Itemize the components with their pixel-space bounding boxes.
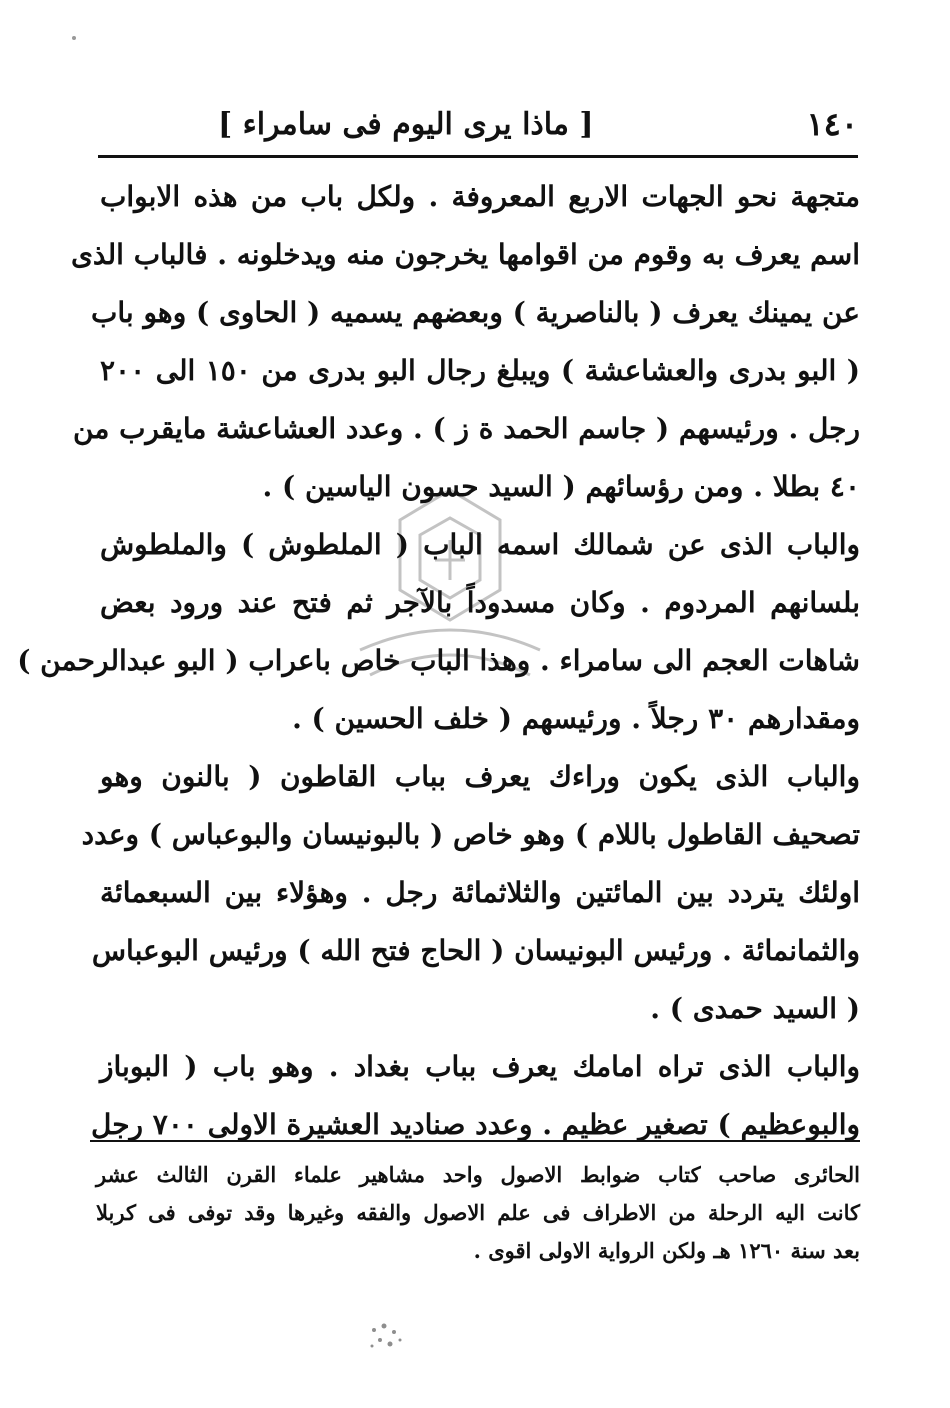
- body-line: ومقدارهم ٣٠ رجلاً . ورئيسهم ( خلف الحسين ) .: [292, 702, 860, 735]
- body-line: عن يمينك يعرف ( بالناصرية ) وبعضهم يسميه ( الحاوى ) وهو باب: [91, 296, 860, 329]
- footnote-line: بعد سنة ١٢٦٠ هـ ولكن الرواية الاولى اقوى .: [473, 1238, 860, 1263]
- footnote-line: الحائرى صاحب كتاب ضوابط الاصول واحد مشاهير علماء القرن الثالث عشر: [96, 1162, 860, 1187]
- body-line: اسم يعرف به وقوم من اقوامها يخرجون منه ويدخلونه . فالباب الذى: [71, 238, 860, 271]
- running-title: [ ماذا يرى اليوم فى سامراء ]: [218, 106, 594, 142]
- header-rule: [98, 155, 858, 158]
- body-line: رجل . ورئيسهم ( جاسم الحمد ة ز ) . وعدد العشاعشة مايقرب من: [73, 412, 860, 445]
- body-line: بلسانهم المردوم . وكان مسدوداً بالآجر ثم فتح عند ورود بعض: [100, 586, 860, 619]
- body-line: ( البو بدرى والعشاعشة ) ويبلغ رجال البو بدرى من ١٥٠ الى ٢٠٠: [100, 354, 860, 387]
- body-line: ( السيد حمدى ) .: [650, 992, 860, 1025]
- body-line: والثمانمائة . ورئيس البونيسان ( الحاج فتح الله ) ورئيس البوعباس: [91, 934, 860, 967]
- body-line: والباب الذى يكون وراءك يعرف بباب القاطون ( بالنون وهو: [100, 760, 860, 793]
- body-text: [17, 168, 860, 1154]
- page-ornament-icon: [362, 1316, 412, 1356]
- body-line: والباب الذى تراه امامك يعرف بباب بغداد . وهو باب ( البوباز: [100, 1050, 860, 1083]
- body-line: والباب الذى عن شمالك اسمه الباب ( الملطوش ) والملطوش: [100, 528, 860, 561]
- footnotes: [96, 1156, 860, 1270]
- body-line: ٤٠ بطلا . ومن رؤسائهم ( السيد حسون الياسين ) .: [262, 470, 860, 503]
- footnote-line: كانت اليه الرحلة من الاطراف فى علم الاصول والفقه وغيرها وقد توفى فى كربلا: [96, 1200, 860, 1225]
- body-line: اولئك يتردد بين المائتين والثلاثمائة رجل . وهؤلاء بين السبعمائة: [100, 876, 860, 909]
- page-header: [98, 96, 858, 152]
- body-line: شاهات العجم الى سامراء . وهذا الباب خاص باعراب ( البو عبدالرحمن ): [17, 644, 860, 677]
- body-line: متجهة نحو الجهات الاربع المعروفة . ولكل باب من هذه الابواب: [100, 180, 860, 213]
- body-line: والبوعظيم ) تصغير عظيم . وعدد صناديد العشيرة الاولى ٧٠٠ رجل: [90, 1108, 860, 1141]
- footnote-rule: [90, 1140, 860, 1142]
- body-line: تصحيف القاطول باللام ) وهو خاص ( بالبونيسان والبوعباس ) وعدد: [81, 818, 860, 851]
- page-number: ١٤٠: [806, 105, 858, 143]
- scan-speck: [72, 36, 76, 40]
